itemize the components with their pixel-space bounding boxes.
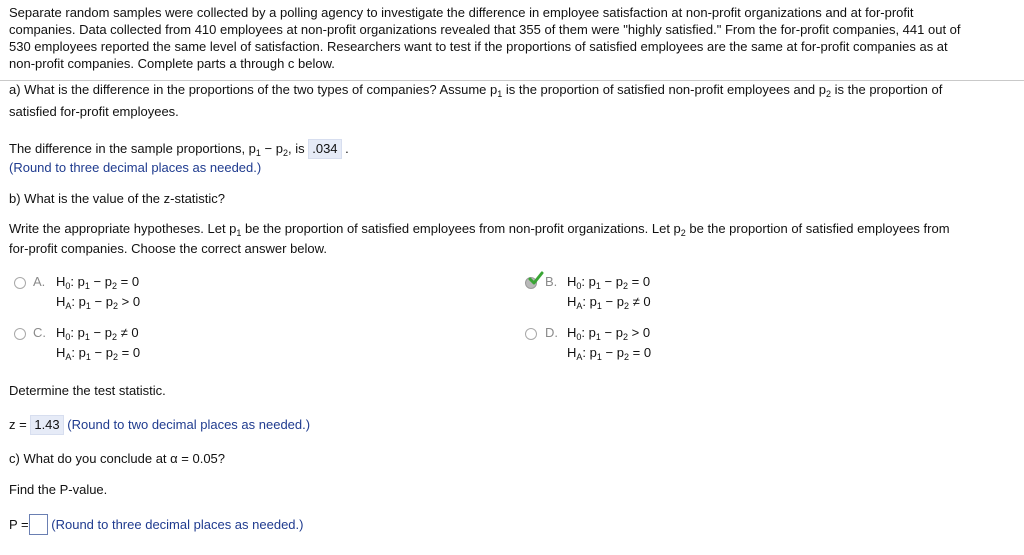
- part-b-instructions-line-2: for-profit companies. Choose the correct answer below.: [9, 241, 327, 256]
- subscript: 1: [236, 228, 242, 238]
- subscript: 1: [85, 301, 91, 311]
- subscript: 2: [112, 301, 118, 311]
- p-symbol: p: [589, 294, 597, 309]
- h-symbol: H: [56, 274, 66, 289]
- test-statistic-label: Determine the test statistic.: [9, 383, 166, 398]
- subscript: 2: [680, 228, 686, 238]
- minus-sign: −: [89, 325, 105, 340]
- p-symbol: p: [77, 325, 85, 340]
- zero: 0: [643, 345, 652, 360]
- subscript: 2: [282, 148, 288, 158]
- option-c-letter: C.: [33, 325, 46, 340]
- p-symbol: p: [588, 274, 596, 289]
- minus-sign: −: [601, 294, 617, 309]
- subscript: 1: [595, 281, 601, 291]
- z-hint: (Round to two decimal places as needed.): [67, 417, 311, 432]
- minus-sign: −: [89, 274, 105, 289]
- part-a-question-line-2: satisfied for-profit employees.: [9, 104, 179, 119]
- option-d-letter: D.: [545, 325, 558, 340]
- part-a-answer-line: [9, 139, 349, 159]
- option-a-h0: $H_0$: $p_1 - p_2 = 0$: [56, 274, 140, 291]
- h-symbol: H: [56, 325, 66, 340]
- minus-sign: −: [90, 294, 106, 309]
- operator: >: [631, 325, 640, 340]
- subscript: 1: [595, 332, 601, 342]
- part-a-question-line-1: [9, 82, 942, 97]
- operator: =: [121, 345, 130, 360]
- part-b-instructions-line-1: [9, 221, 950, 236]
- p-hint: (Round to three decimal places as needed.): [51, 517, 304, 532]
- operator: =: [120, 274, 129, 289]
- option-c-ha: $H_A$: $p_1 - p_2 = 0$: [56, 345, 141, 362]
- subscript: 0: [576, 281, 582, 291]
- part-a-hint: (Round to three decimal places as needed.): [9, 160, 262, 175]
- subscript: 2: [622, 281, 628, 291]
- part-b-question: b) What is the value of the z-statistic?: [9, 191, 226, 206]
- option-a-ha: $H_A$: $p_1 - p_2 > 0$: [56, 294, 141, 311]
- option-c-h0: $H_0$: $p_1 - p_2 \ne 0$: [56, 325, 139, 342]
- subscript: A: [576, 352, 583, 362]
- p-symbol: p: [104, 274, 112, 289]
- subscript: 2: [112, 352, 118, 362]
- subscript: A: [65, 352, 72, 362]
- p-symbol: p: [616, 345, 624, 360]
- p-symbol: p: [615, 274, 623, 289]
- zero: 0: [643, 294, 651, 309]
- zero: 0: [132, 294, 141, 309]
- option-d-ha: $H_A$: $p_1 - p_2 = 0$: [567, 345, 652, 362]
- p-answer-line: [9, 514, 303, 535]
- z-statistic-field[interactable]: 1.43: [30, 415, 63, 435]
- option-a-letter: A.: [33, 274, 46, 289]
- p-symbol: p: [588, 325, 596, 340]
- p-symbol: p: [616, 294, 624, 309]
- subscript: A: [65, 301, 72, 311]
- subscript: 2: [111, 281, 117, 291]
- intro-line-2: companies. Data collected from 410 employees at non-profit organizations revealed that 355 of them were "highly satisfied." From the for-profit companies, 441 out of: [9, 22, 961, 37]
- operator: ≠: [632, 294, 640, 309]
- h-symbol: H: [567, 325, 577, 340]
- instruction-text: be the proportion of satisfied employees from non-profit organizations. Let p: [241, 221, 681, 236]
- minus-sign: −: [600, 325, 616, 340]
- p-symbol: p: [104, 325, 112, 340]
- part-a-question-text: a) What is the difference in the proportions of the two types of companies? Assume p: [9, 82, 498, 97]
- part-a-question-text: is the proportion of: [831, 82, 943, 97]
- operator: =: [632, 345, 641, 360]
- z-label: z =: [9, 417, 27, 432]
- subscript: 0: [65, 281, 71, 291]
- p-symbol: p: [78, 294, 86, 309]
- subscript: 2: [826, 89, 832, 99]
- problem-statement: [9, 4, 1014, 72]
- option-c-radio[interactable]: [14, 328, 26, 343]
- divider: [0, 80, 1024, 81]
- option-b-radio[interactable]: [525, 277, 537, 292]
- z-answer-line: [9, 415, 310, 435]
- zero: 0: [642, 325, 651, 340]
- subscript: 1: [596, 301, 602, 311]
- subscript: A: [576, 301, 583, 311]
- option-b-letter: B.: [545, 274, 558, 289]
- h-symbol: H: [56, 294, 66, 309]
- p-value-input[interactable]: [29, 514, 48, 535]
- option-d-radio[interactable]: [525, 328, 537, 343]
- subscript: 1: [497, 89, 503, 99]
- radio-circle[interactable]: [14, 277, 26, 289]
- subscript: 2: [111, 332, 117, 342]
- p-label: P =: [9, 517, 29, 532]
- radio-circle[interactable]: [14, 328, 26, 340]
- h-symbol: H: [567, 345, 577, 360]
- subscript: 0: [576, 332, 582, 342]
- minus-sign: −: [600, 274, 616, 289]
- answer-text: , is: [287, 141, 305, 156]
- option-d-h0: $H_0$: $p_1 - p_2 > 0$: [567, 325, 651, 342]
- p-symbol: p: [77, 274, 85, 289]
- operator: ≠: [120, 325, 128, 340]
- subscript: 2: [623, 301, 629, 311]
- p-symbol: p: [589, 345, 597, 360]
- zero: 0: [132, 345, 141, 360]
- subscript: 1: [84, 332, 90, 342]
- subscript: 1: [255, 148, 261, 158]
- radio-circle[interactable]: [525, 328, 537, 340]
- subscript: 2: [623, 352, 629, 362]
- operator: >: [121, 294, 130, 309]
- answer-text: The difference in the sample proportions, p: [9, 141, 256, 156]
- minus-sign: −: [601, 345, 617, 360]
- part-c-question: c) What do you conclude at α = 0.05?: [9, 451, 226, 466]
- instruction-text: be the proportion of satisfied employees from: [685, 221, 950, 236]
- p-symbol: p: [105, 345, 113, 360]
- subscript: 1: [85, 352, 91, 362]
- p-symbol: p: [105, 294, 113, 309]
- p-value-label: Find the P-value.: [9, 482, 108, 497]
- h-symbol: H: [56, 345, 66, 360]
- h-symbol: H: [567, 274, 577, 289]
- zero: 0: [131, 274, 140, 289]
- option-b-h0: $H_0$: $p_1 - p_2 = 0$: [567, 274, 651, 291]
- intro-line-3: 530 employees reported the same level of satisfaction. Researchers want to test if the proportions of satisfied employees are the same at for-profit companies as at: [9, 39, 948, 54]
- zero: 0: [131, 325, 139, 340]
- answer-text: .: [345, 141, 349, 156]
- subscript: 1: [84, 281, 90, 291]
- subscript: 0: [65, 332, 71, 342]
- answer-text: − p: [260, 141, 283, 156]
- intro-line-4: non-profit companies. Complete parts a through c below.: [9, 56, 335, 71]
- option-b-ha: $H_A$: $p_1 - p_2 \ne 0$: [567, 294, 651, 311]
- part-a-question-text: is the proportion of satisfied non-profit employees and p: [502, 82, 827, 97]
- difference-answer-field[interactable]: .034: [308, 139, 341, 159]
- p-symbol: p: [615, 325, 623, 340]
- subscript: 2: [622, 332, 628, 342]
- p-symbol: p: [78, 345, 86, 360]
- option-a-radio[interactable]: [14, 277, 26, 292]
- instruction-text: Write the appropriate hypotheses. Let p: [9, 221, 237, 236]
- subscript: 1: [596, 352, 602, 362]
- checkmark-icon: [528, 271, 544, 287]
- operator: =: [631, 274, 640, 289]
- intro-line-1: Separate random samples were collected by a polling agency to investigate the difference in employee satisfaction at non-profit organizations and at for-profit: [9, 5, 914, 20]
- h-symbol: H: [567, 294, 577, 309]
- zero: 0: [642, 274, 651, 289]
- minus-sign: −: [90, 345, 106, 360]
